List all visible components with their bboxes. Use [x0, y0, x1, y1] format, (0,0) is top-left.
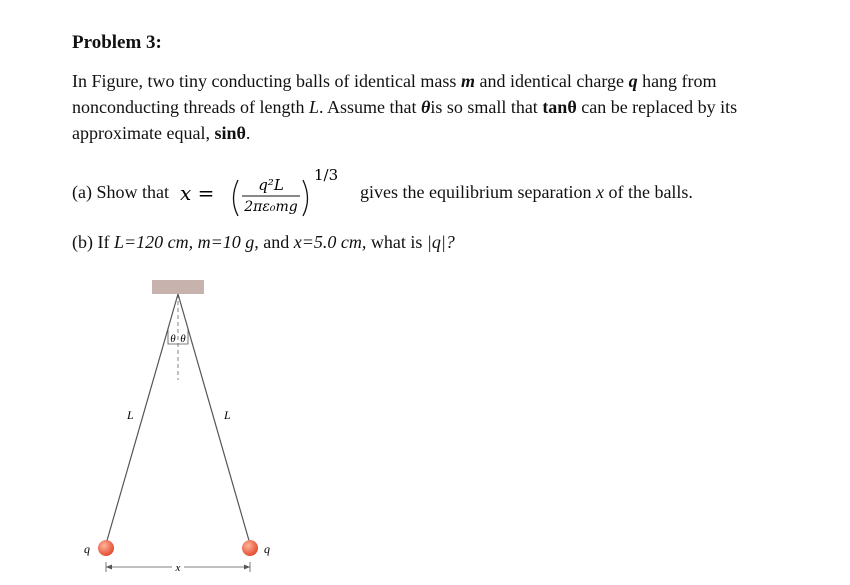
- given-L-m: L=120 cm, m=10 g,: [113, 232, 259, 252]
- problem-heading: Problem 3:: [72, 32, 162, 53]
- charge-right-label: q: [264, 542, 270, 556]
- unknown-q: |q|?: [426, 232, 455, 252]
- var-L: L: [308, 97, 319, 117]
- formula-numerator: q²L: [258, 176, 284, 194]
- theta-right-label: θ: [180, 333, 186, 345]
- var-m: m: [460, 71, 475, 91]
- formula-denominator: 2πε₀mg: [244, 199, 298, 215]
- theta-left-label: θ: [170, 333, 176, 345]
- part-a-description: gives the equilibrium separation x of the balls.: [360, 182, 693, 202]
- tan-theta: tanθ: [542, 97, 577, 117]
- part-b: (b) If L=120 cm, m=10 g, and x=5.0 cm, what is |q|?: [72, 232, 455, 252]
- var-q: q: [628, 71, 638, 91]
- part-a-label: (a) Show that: [72, 182, 169, 202]
- thread-left: [106, 294, 178, 544]
- ceiling-support: [152, 280, 204, 294]
- formula-x-equals: x =: [180, 181, 215, 205]
- formula-right-paren: [303, 180, 308, 216]
- given-x: x=5.0 cm,: [293, 232, 367, 252]
- var-theta: θ: [420, 97, 431, 117]
- charge-left-label: q: [84, 542, 90, 556]
- L-right-label: L: [224, 408, 231, 422]
- separation-formula: [180, 168, 360, 220]
- ball-right: [242, 540, 258, 556]
- separation-x-label: x: [175, 562, 181, 574]
- ball-left: [98, 540, 114, 556]
- formula-left-paren: [234, 180, 239, 216]
- hanging-balls-figure: [70, 272, 310, 582]
- sin-theta: sinθ: [214, 123, 246, 143]
- L-left-label: L: [127, 408, 134, 422]
- formula-exponent: 1/3: [314, 168, 339, 184]
- problem-statement: In Figure, two tiny conducting balls of identical mass m and identical charge q hang from nonconducting threads of length L. Assume that θis so small that tanθ can be replaced by its approximate equal, sinθ.: [72, 71, 738, 143]
- part-a: [72, 168, 832, 220]
- thread-right: [178, 294, 250, 544]
